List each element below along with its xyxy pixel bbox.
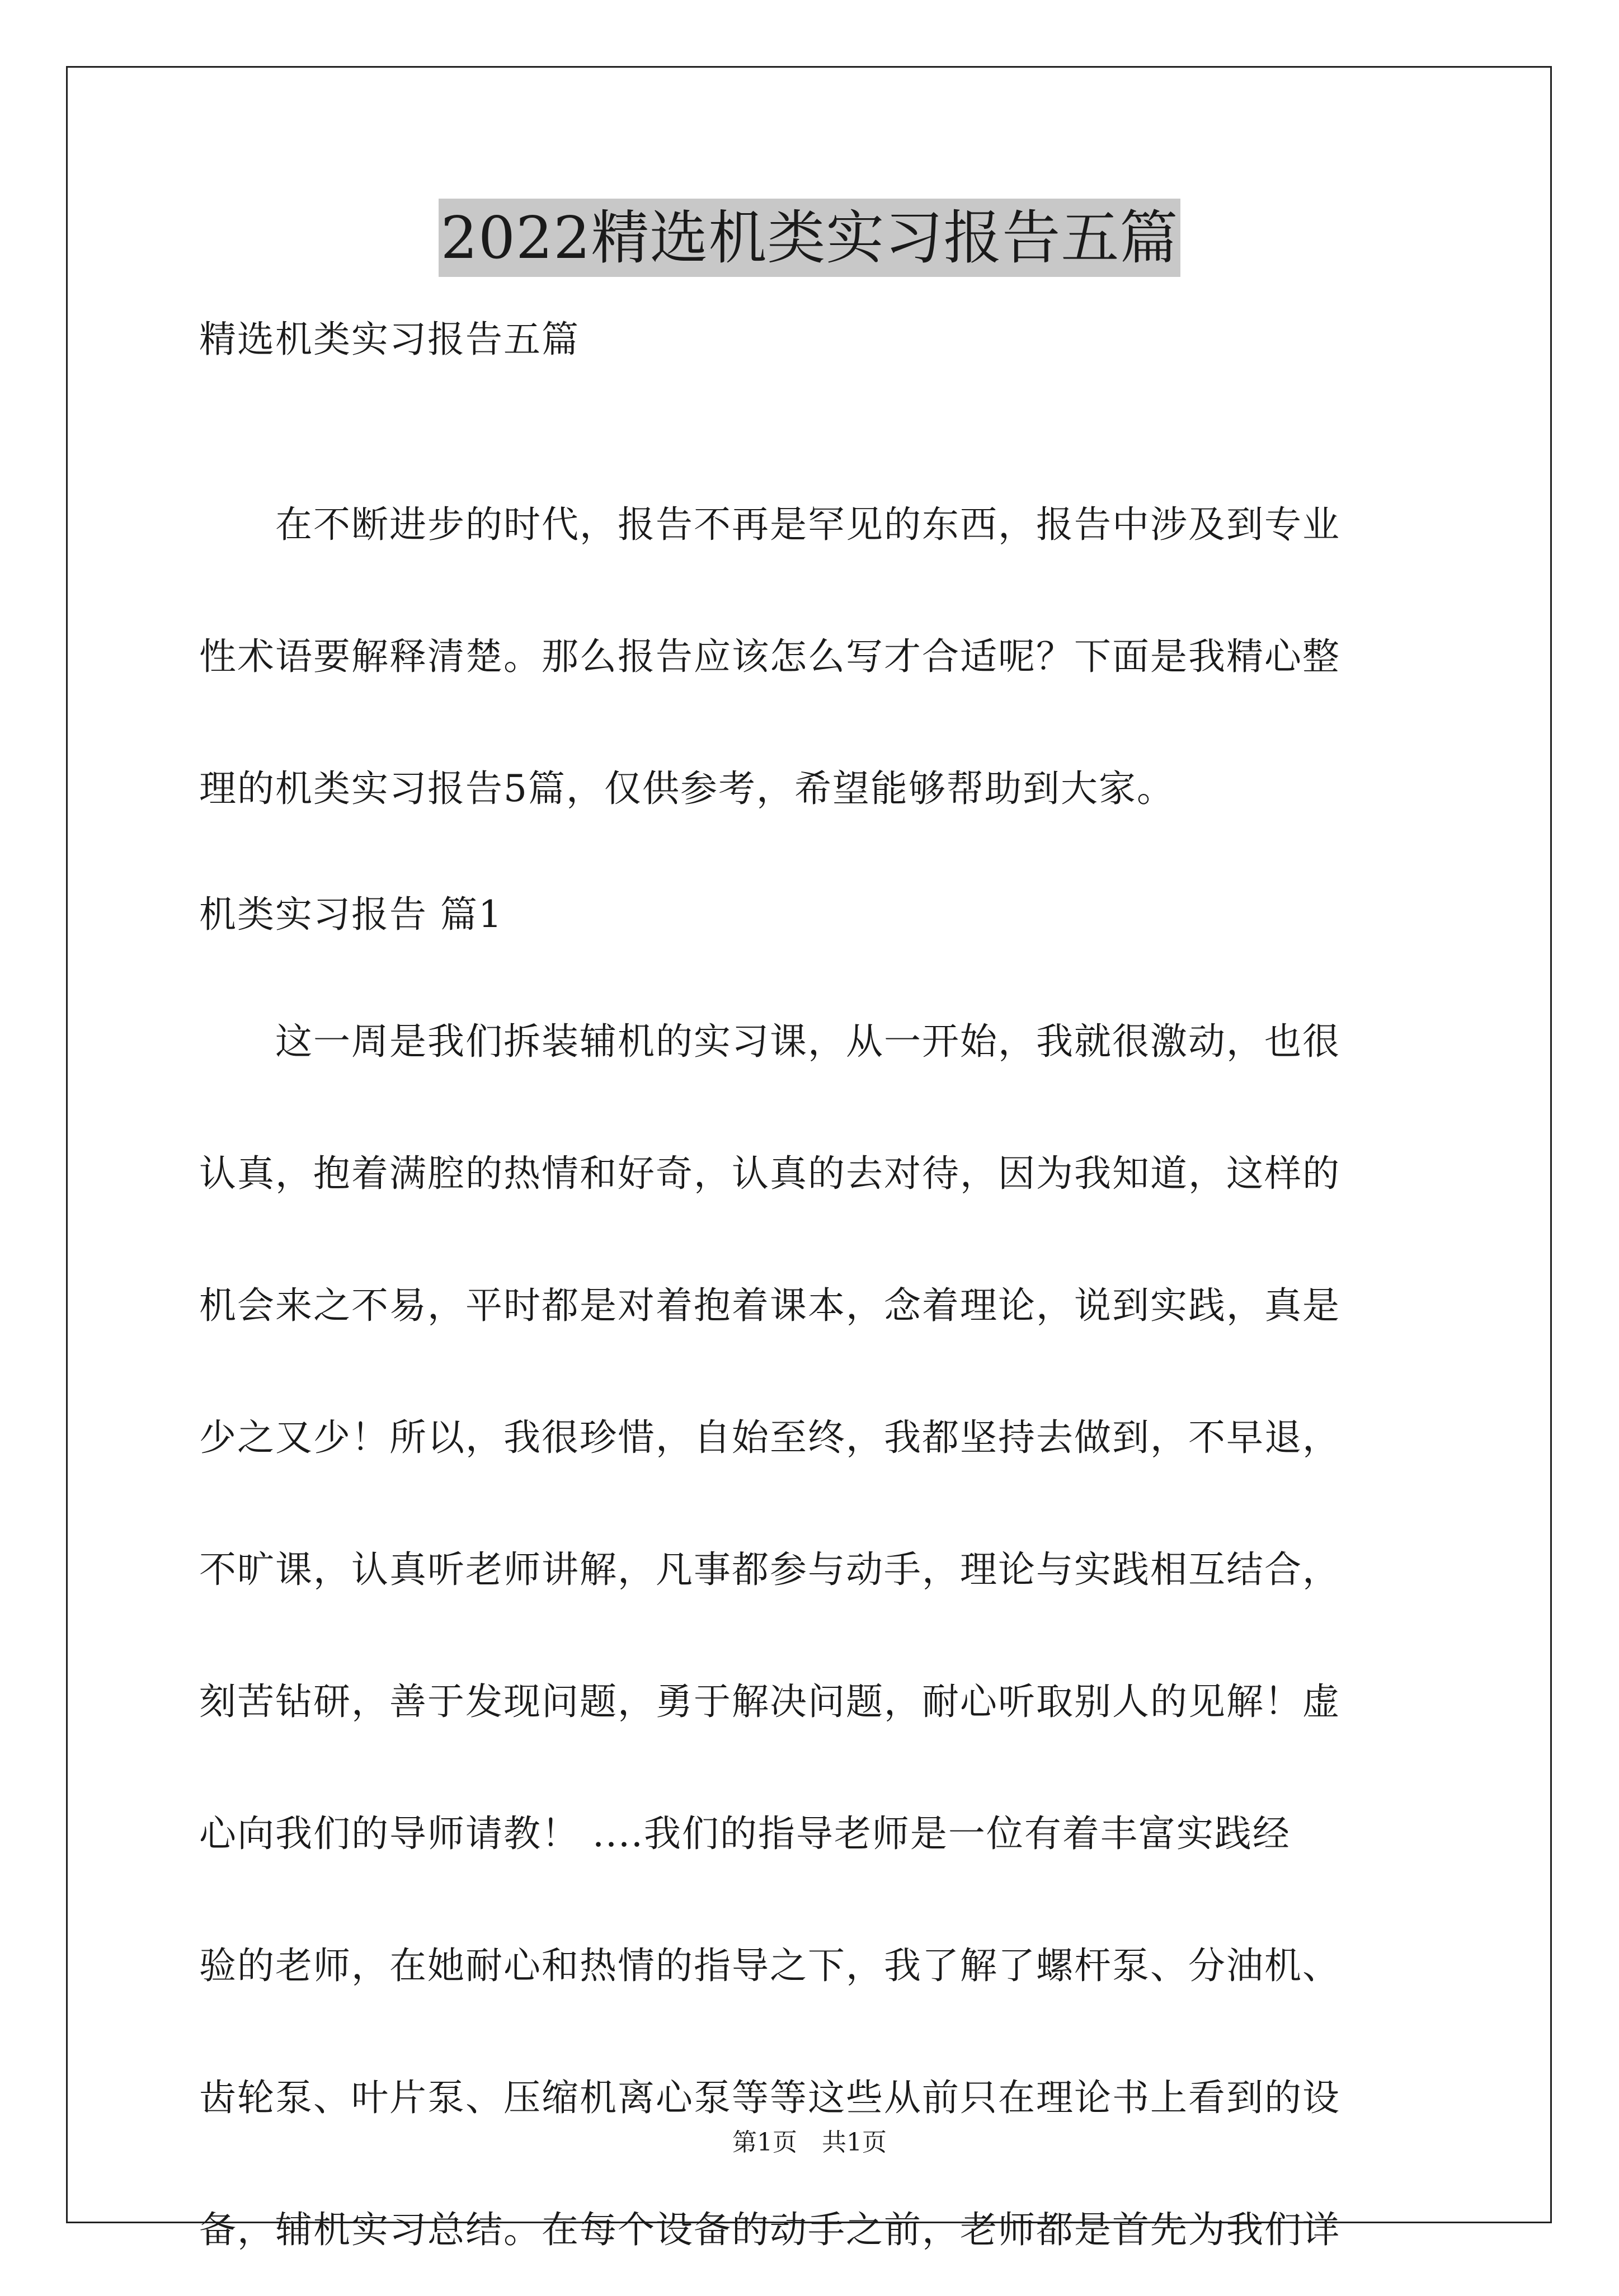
intro-paragraph: [199, 459, 1430, 855]
section-paragraph: [199, 976, 1430, 2296]
title-container: [0, 199, 1619, 277]
paragraph-line: 齿轮泵、叶片泵、压缩机离心泵等等这些从前只在理论书上看到的设: [199, 2076, 1340, 2119]
paragraph-line: 这一周是我们拆装辅机的实习课，从一开始，我就很激动，也很: [199, 1020, 1340, 1063]
paragraph-line: 心向我们的导师请教！ ....我们的指导老师是一位有着丰富实践经: [199, 1812, 1291, 1855]
paragraph-line: 少之又少！所以，我很珍惜，自始至终，我都坚持去做到，不早退，: [199, 1416, 1340, 1459]
paragraph-line: 刻苦钻研，善于发现问题，勇于解决问题，耐心听取别人的见解！虚: [199, 1680, 1340, 1723]
paragraph-line: 不旷课，认真听老师讲解，凡事都参与动手，理论与实践相互结合，: [199, 1548, 1340, 1591]
paragraph-line: 备，辅机实习总结。在每个设备的动手之前，老师都是首先为我们详: [199, 2208, 1340, 2251]
document-subtitle: 精选机类实习报告五篇: [199, 318, 580, 361]
paragraph-line: 理的机类实习报告5篇，仅供参考，希望能够帮助到大家。: [199, 767, 1175, 810]
section-heading: 机类实习报告 篇1: [199, 893, 503, 936]
paragraph-line: 性术语要解释清楚。那么报告应该怎么写才合适呢？下面是我精心整: [199, 635, 1340, 678]
paragraph-line: 验的老师，在她耐心和热情的指导之下，我了解了螺杆泵、分油机、: [199, 1944, 1340, 1987]
page-number-footer: 第1页 共1页: [732, 2128, 887, 2157]
paragraph-line: 在不断进步的时代，报告不再是罕见的东西，报告中涉及到专业: [199, 503, 1340, 546]
paragraph-line: 机会来之不易，平时都是对着抱着课本，念着理论，说到实践，真是: [199, 1284, 1340, 1327]
paragraph-line: 认真，抱着满腔的热情和好奇，认真的去对待，因为我知道，这样的: [199, 1152, 1340, 1195]
document-title: 2022精选机类实习报告五篇: [439, 199, 1181, 277]
